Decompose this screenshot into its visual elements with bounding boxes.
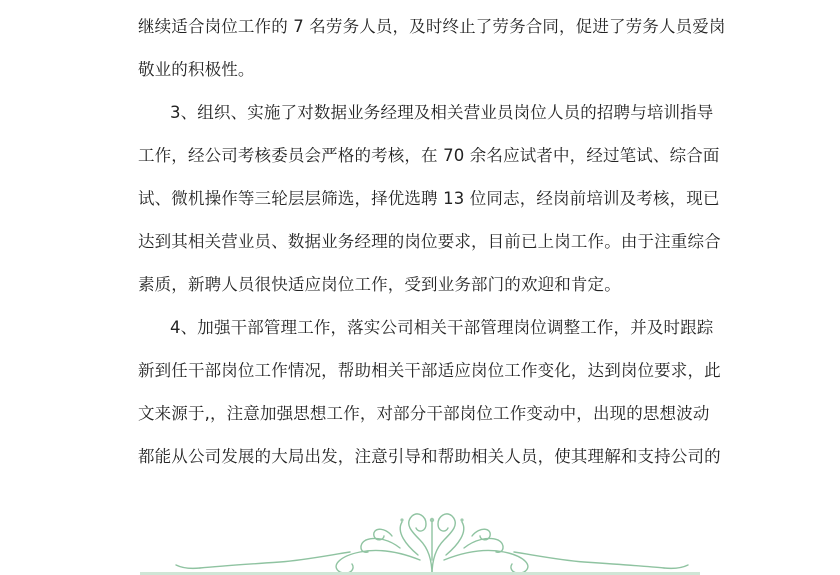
paragraph-line: 试、微机操作等三轮层层筛选，择优选聘 13 位同志，经岗前培训及考核，现已 [138, 189, 720, 208]
paragraph-line: 4、加强干部管理工作，落实公司相关干部管理岗位调整工作，并及时跟踪 [170, 318, 714, 337]
paragraph-line: 文来源于,，注意加强思想工作，对部分干部岗位工作变动中，出现的思想波动 [138, 404, 710, 423]
paragraph-line: 继续适合岗位工作的 7 名劳务人员，及时终止了劳务合同，促进了劳务人员爱岗 [138, 17, 726, 36]
paragraph-line: 新到任干部岗位工作情况，帮助相关干部适应岗位工作变化，达到岗位要求，此 [138, 361, 721, 380]
paragraph-line: 工作，经公司考核委员会严格的考核，在 70 余名应试者中，经过笔试、综合面 [138, 146, 720, 165]
paragraph-line: 素质，新聘人员很快适应岗位工作，受到业务部门的欢迎和肯定。 [138, 275, 621, 294]
paragraph-line: 敬业的积极性。 [138, 60, 255, 79]
paragraph-line: 达到其相关营业员、数据业务经理的岗位要求，目前已上岗工作。由于注重综合 [138, 232, 721, 251]
paragraph-line: 3、组织、实施了对数据业务经理及相关营业员岗位人员的招聘与培训指导 [170, 103, 714, 122]
paragraph-line: 都能从公司发展的大局出发，注意引导和帮助相关人员，使其理解和支持公司的 [138, 447, 721, 466]
